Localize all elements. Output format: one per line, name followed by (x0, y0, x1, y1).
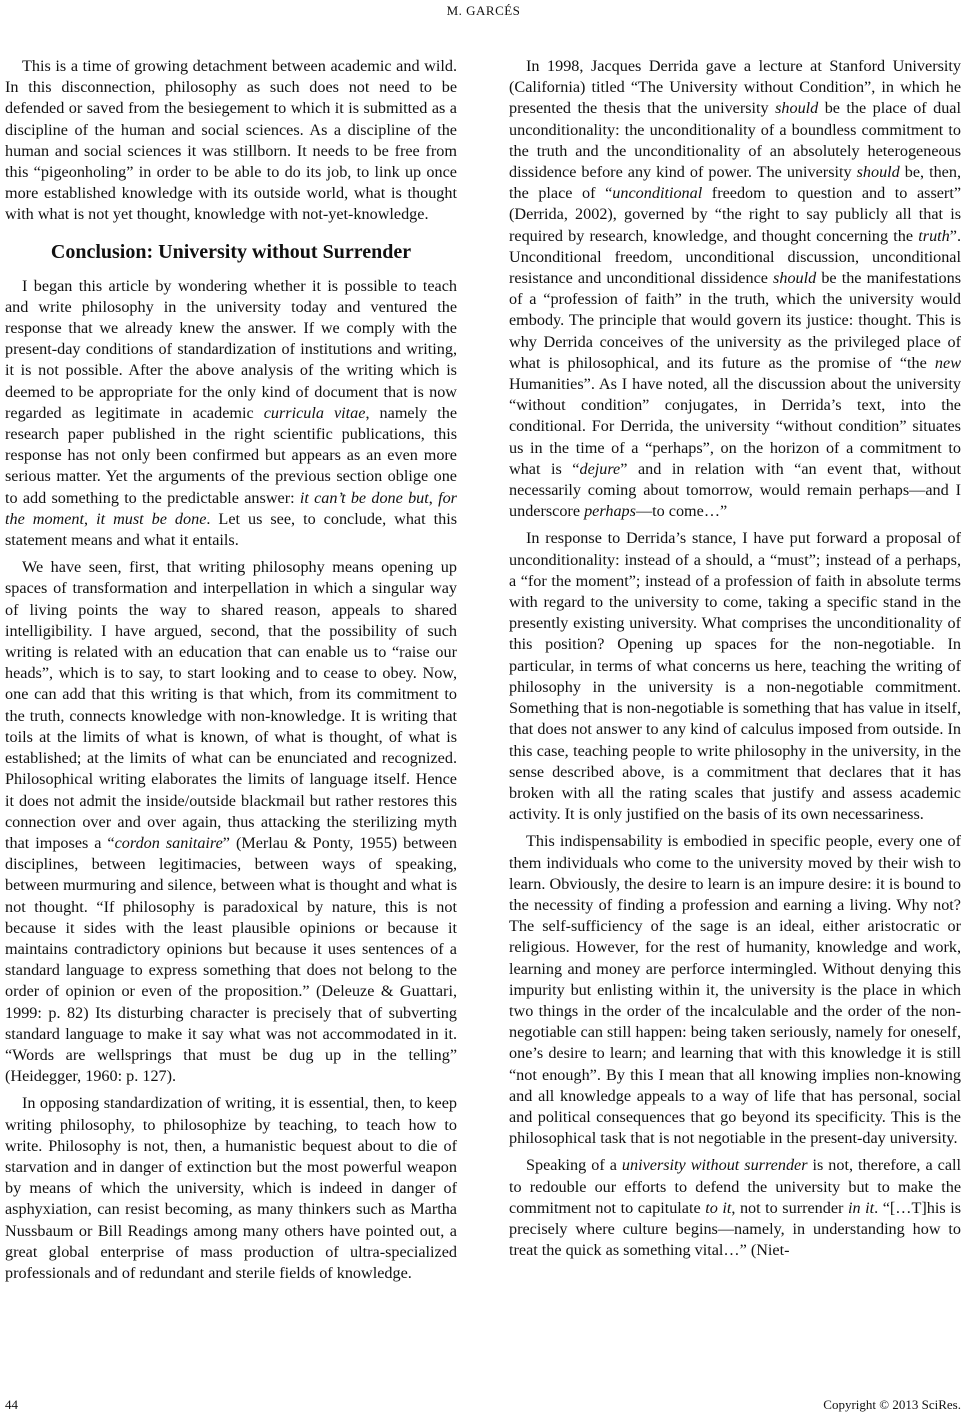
left-column (5, 56, 457, 1290)
emphasis: new (934, 353, 961, 372)
emphasis: perhaps (584, 502, 636, 521)
emphasis: it must be done (96, 509, 207, 528)
section-heading: Conclusion: University without Surrender (50, 240, 412, 263)
paragraph: In response to Derrida’s stance, I have put forward a proposal of unconditionality: instead of a should, a “must”; instead of a perhaps, a “for the moment”; instead of a profession of faith in absolute terms with regard to the university to come, taking a specific stand in the presently existing university. What comprises the unconditionality of this position? Opening up spaces for the non-negotiable. In particular, in terms of what concerns us here, teaching the writing of philosophy in the university is a non-negotiable commitment. Something that is non-negotiable is something that has value in itself, that does not answer to any kind of calculus imposed from outside. In this case, teaching people to write philosophy in the university, in the sense described above, is a commitment that declares that it has broken with all the rating scales that justify and assess academic activity. It is only justified on the basis of its own necessariness. (509, 529, 961, 824)
emphasis: cordon sanitaire (114, 833, 223, 852)
emphasis: dejure (579, 459, 621, 478)
paragraph: Speaking of a university without surrender is not, therefore, a call to redouble our efforts to defend the university but to make the commitment not to capitulate to it, not to surrender in it. “[…T]his is precisely where culture begins—namely, in understanding how to treat the quick as something vital…” (Niet- (509, 1156, 962, 1260)
page-number: 44 (5, 1397, 18, 1412)
paragraph: This indispensability is embodied in specific people, every one of them individuals who come to the university moved by their wish to learn. Obviously, the desire to learn is an impure desire: it is bound to the necessity of finding a profession and earning a living. Why not? The self-sufficiency of the sage is an ideal, either aristocratic or religious. However, for the rest of humanity, knowledge and work, learning and money are perforce intermingled. Without denying this impurity but enlisting within it, the university is the place in which two things in the order of the incalculable and the order of the non-negotiable can still happen: being taken seriously, namely for oneself, one’s desire to learn; and learning that with this knowledge it is still “not enough”. By this I mean that all knowing implies non-knowing and all knowledge appeals to a way of life that has personal, social and political consequences that go beyond its specificity. This is the philosophical task that is not negotiable in the present-day university. (509, 832, 961, 1148)
paragraph: This is a time of growing detachment between academic and wild. In this disconnection, philosophy as such does not need to be defended or saved from the besiegement to which it is submitted as a discipline of the human and social sciences. As a discipline of the human and social sciences it was stillborn. It needs to be free from this “pigeonholing” in order to be able to do its job, to link up once more established knowledge with its outside world, what is thought with what is not yet thought, knowledge with not-yet-knowledge. (5, 57, 457, 224)
emphasis: to it (705, 1198, 732, 1217)
paragraph: We have seen, first, that writing philosophy means opening up spaces of transformation and interpellation in which a singular way of living points the way to shared reason, appeals to shared intelligibility. I have argued, second, that the possibility of such writing is related with an education that can enable us to “raise our heads”, which is to say, to start looking and to cease to obey. Now, one can add that this writing is that which, from its commitment to the truth, connects knowledge with non-knowledge. It is writing that toils at the limits of what is known, of what is thought, of what is established; at the limits of what can be enunciated and recognized. Philosophical writing elaborates the limits of language itself. Hence it does not admit the inside/outside blackmail but rather restores this connection over and over again, thus attacking the sterilizing myth that imposes a “cordon sanitaire” (Merlau & Ponty, 1955) between disciplines, between legitimacies, between ways of speaking, between murmuring and silence, between what is thought and what is not thought. “If philosophy is paradoxical by nature, this is not because it sides with the least plausible opinions or because it maintains contradictory opinions but because it uses sentences of a standard language to express something that does not belong to the order of opinion or even of the proposition.” (Deleuze & Guattari, 1999: p. 82) Its disturbing character is precisely that of subverting standard language to make it say what was not accommodated in it. “Words are wellsprings that must be dug up in the telling” (Heidegger, 1960: p. 127). (5, 558, 458, 1086)
emphasis: should (773, 269, 817, 288)
paragraph: In opposing standardization of writing, it is essential, then, to keep writing philosophy, to philosophize by teaching, to teach how to write. Philosophy is not, then, a humanistic bequest about to die of starvation and in danger of extinction but the most powerful weapon by means of which the university, which is indeed in danger of asphyxiation, can resist becoming, as many thinkers such as Martha Nussbaum or Bill Readings among many others have pointed out, a great global enterprise of mass production of ultra-specialized professionals and of redundant and sterile fields of knowledge. (5, 1094, 457, 1282)
emphasis: in it (847, 1198, 875, 1217)
emphasis: it can’t be done but (299, 488, 429, 507)
running-head: M. GARCÉS (446, 3, 521, 18)
paragraph: I began this article by wondering whether it is possible to teach and write philosophy in the university today and ventured the response that we already knew the answer. If we comply with the present-day conditions of standardization of institutions and writing, it is not possible. After the above analysis of the writing which is deemed to be appropriate for the only kind of document that is now regarded as legitimate in academic curricula vitae, namely the research paper published in the right scientific publications, this response has not only been confirmed but appears as an even more serious matter. Yet the arguments of the previous section oblige one to add something to the predictable answer: it can’t be done but, for the moment, it must be done. Let us see, to conclude, what this statement means and what it entails. (5, 276, 458, 550)
paragraph: In 1998, Jacques Derrida gave a lecture at Stanford University (California) titled “The University without Condition”, in which he presented the thesis that the university should be the place of dual unconditionality: the unconditionality of a boundless commitment to the truth and the unconditionality of an absolutely heterogeneous dissidence before any kind of power. The university should be, then, the place of “unconditional freedom to question and to assert” (Derrida, 2002), governed by “the right to say publicly all that is required by research, knowledge, and thought concerning the truth”. Unconditional freedom, unconditional discussion, unconditional resistance and unconditional dissidence should be the manifestations of a “profession of faith” in the truth, which the university would embody. The principle that would govern its justice: thought. This is why Derrida conceives of the university as the privileged place of what is philosophical, and its future as the promise of “the new Humanities”. As I have noted, all the discussion about the university “without condition” conjugates, in Derrida’s text, into the conditional. For Derrida, the university “without condition” situates us in the time of a “perhaps”, on the horizon of a commitment to what is “dejure” and in relation with “an event that, without necessarily coming about tomorrow, would remain perhaps—and I underscore perhaps—to come…” (509, 57, 962, 521)
emphasis: unconditional (612, 184, 703, 203)
emphasis: should (775, 99, 819, 118)
emphasis: curricula vitae (263, 403, 366, 422)
emphasis: university without surrender (621, 1156, 808, 1175)
emphasis: should (856, 163, 900, 182)
emphasis: for the moment (5, 488, 457, 528)
emphasis: truth (918, 226, 950, 245)
right-column (509, 56, 961, 1267)
copyright-notice: Copyright © 2013 SciRes. (823, 1397, 961, 1412)
